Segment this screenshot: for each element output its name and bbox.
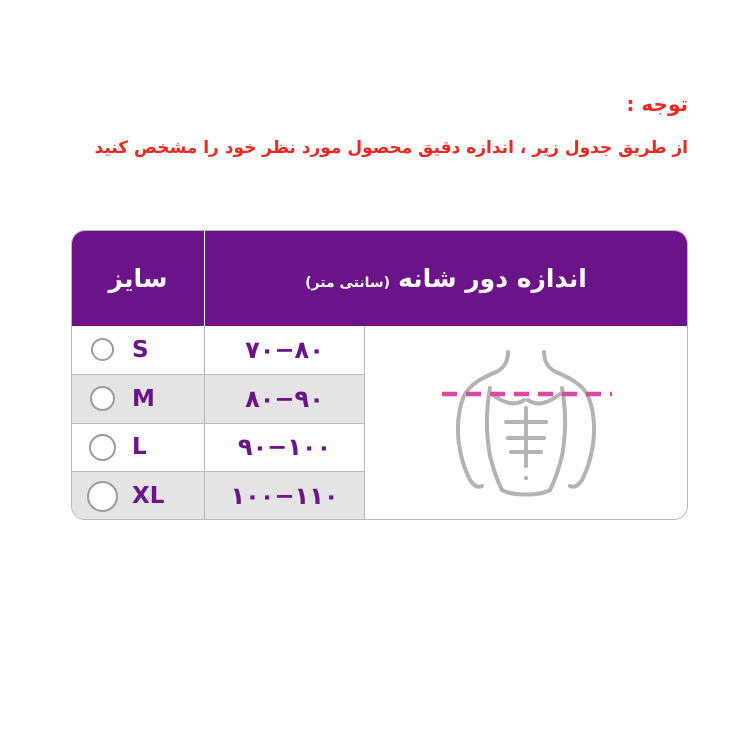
table-row[interactable] [72,326,364,375]
row-range: ۸۰−۹۰ [204,375,364,423]
row-size-label: XL [132,472,204,520]
notice-title: توجه : [626,92,688,116]
radio-icon[interactable] [87,481,118,512]
size-rows [72,326,364,520]
size-chart-table [71,230,688,520]
row-radio-cell[interactable] [72,424,132,472]
radio-icon[interactable] [90,386,115,411]
row-range: ۹۰−۱۰۰ [204,424,364,472]
header-measurement-label: اندازه دور شانه [398,264,587,293]
row-size-label: S [132,336,149,363]
table-row[interactable] [72,424,364,473]
table-row[interactable] [72,375,364,424]
torso-figure-svg [416,338,636,508]
row-radio-cell[interactable] [72,326,132,374]
header-measurement-unit: (سانتی متر) [305,274,391,291]
table-row[interactable] [72,472,364,520]
header-cell-size: سایز [108,264,168,293]
table-body [72,326,687,520]
row-radio-cell[interactable] [72,472,132,520]
radio-icon[interactable] [89,434,116,461]
row-size-label: M [132,375,204,423]
notice-subtitle: از طریق جدول زیر ، اندازه دقیق محصول مورد نظر خود را مشخص کنید [94,138,688,158]
header-cell-measurement [204,231,687,326]
notice-block [62,92,688,158]
torso-measurement-diagram [364,326,687,520]
row-radio-cell[interactable] [72,375,132,423]
row-size-label: L [132,434,147,461]
radio-icon[interactable] [91,338,114,361]
row-range: ۱۰۰−۱۱۰ [204,472,364,520]
table-header-row [72,231,687,326]
row-range: ۷۰−۸۰ [204,326,364,374]
